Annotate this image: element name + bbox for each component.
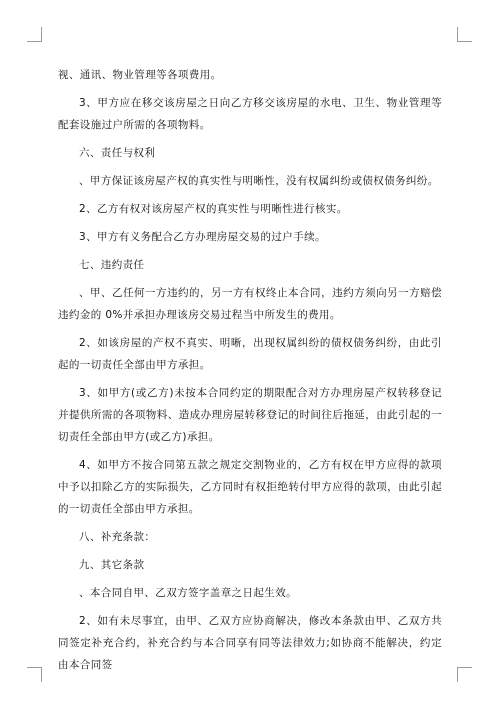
section-heading: 七、违约责任	[79, 259, 145, 271]
crop-mark-bottom-right	[457, 667, 472, 682]
crop-mark-top-right	[457, 27, 472, 42]
section-heading: 六、责任与权利	[79, 147, 156, 159]
paragraph: 视、通讯、物业管理等各项费用。	[58, 69, 222, 81]
paragraph: 、甲、乙任何一方违约的，另一方有权终止本合同，违约方须向另一方赔偿违约金的 0%并承担办理该房交易过程当中所发生的费用。	[58, 287, 442, 321]
document-body	[58, 64, 442, 682]
paragraph: 3、甲方有义务配合乙方办理房屋交易的过户手续。	[79, 231, 326, 243]
crop-mark-top-left	[27, 27, 42, 42]
paragraph: 4、如甲方不按合同第五款之规定交割物业的，乙方有权在甲方应得的款项中予以扣除乙方的实际损失，乙方同时有权拒绝转付甲方应得的款项，由此引起的一切责任全部由甲方承担。	[58, 459, 442, 515]
section-heading: 九、其它条款	[79, 559, 145, 571]
paragraph: 3、甲方应在移交该房屋之日向乙方移交该房屋的水电、卫生、物业管理等配套设施过户所需的各项物料。	[58, 97, 442, 131]
paragraph: 2、如该房屋的产权不真实、明晰，出现权属纠纷的债权债务纠纷，由此引起的一切责任全部由甲方承担。	[58, 337, 442, 371]
crop-mark-bottom-left	[27, 667, 42, 682]
section-heading: 八、补充条款：	[79, 531, 156, 543]
paragraph: 2、乙方有权对该房屋产权的真实性与明晰性进行核实。	[79, 203, 348, 215]
paragraph: 、甲方保证该房屋产权的真实性与明晰性，没有权属纠纷或债权债务纠纷。	[79, 175, 439, 187]
paragraph: 3、如甲方(或乙方)未按本合同约定的期限配合对方办理房屋产权转移登记并提供所需的各项物料、造成办理房屋转移登记的时间往后拖延，由此引起的一切责任全部由甲方(或乙方)承担。	[58, 387, 442, 443]
paragraph: 、本合同自甲、乙双方签字盖章之日起生效。	[79, 587, 297, 599]
paragraph: 2、如有未尽事宜，由甲、乙双方应协商解决，修改本条款由甲、乙双方共同签定补充合约，补充合约与本合同享有同等法律效力;如协商不能解决，约定由本合同签	[58, 615, 442, 671]
